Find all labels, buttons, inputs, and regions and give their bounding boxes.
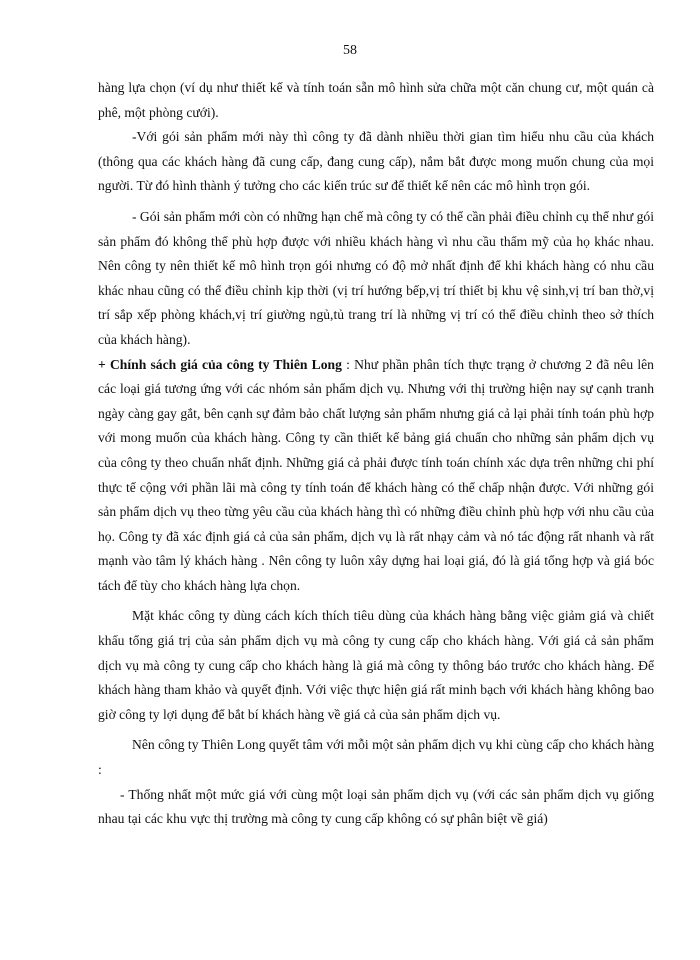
section-heading: + Chính sách giá của công ty Thiên Long [98, 356, 342, 372]
paragraph: Mặt khác công ty dùng cách kích thích tiêu dùng của khách hàng bằng việc giảm giá và chiết khấu tổng giá trị của sản phẩm dịch vụ mà công ty cung cấp cho khách hàng. Với giá cả sản phẩm dịch vụ mà công ty cung cấp cho khách hàng là giá mà công ty thông báo trước cho khách hàng. Để khách hàng tham khảo và quyết định. Với việc thực hiện giá rất minh bạch với khách hàng không bao giờ công ty lợi dụng để bắt bí khách hàng về giá cả của sản phẩm dịch vụ. [98, 608, 654, 722]
paragraph: Nên công ty Thiên Long quyết tâm với mỗi một sản phẩm dịch vụ khi cùng cấp cho khách hàng : [98, 737, 654, 778]
heading-separator: : [341, 356, 355, 372]
paragraph: - Thống nhất một mức giá với cùng một loại sản phẩm dịch vụ (với các sản phẩm dịch vụ giống nhau tại các khu vực thị trường mà công ty cung cấp không có sự phân biệt về giá) [98, 786, 654, 827]
paragraph: hàng lựa chọn (ví dụ như thiết kế và tính toán sẵn mô hình sửa chữa một căn chung cư, một quán cà phê, một phòng cưới). [98, 80, 654, 120]
paragraph: -Với gói sản phẩm mới này thì công ty đã dành nhiều thời gian tìm hiểu nhu cầu của khách (thông qua các khách hàng đã cung cấp, đang cung cấp), nắm bắt được mong muốn chung của mọi người. Từ đó hình thành ý tưởng cho các kiến trúc sư để thiết kế nên các mô hình trọn gói. [98, 129, 654, 194]
pricing-policy-paragraph [98, 353, 654, 599]
page-number: 58 [343, 43, 357, 58]
paragraph-text: Như phần phân tích thực trạng ở chương 2 đã nêu lên các loại giá tương ứng với các nhóm sản phẩm dịch vụ. Nhưng với thị trường hiện nay sự cạnh tranh ngày càng gay gắt, bên cạnh sự đảm bảo chất lượng sản phẩm nhưng giá cả lại phải tính toán phù hợp với mong muốn của khách hàng. Công ty cần thiết kế bảng giá chuẩn cho những sản phẩm dịch vụ của công ty theo chuẩn nhất định. Những giá cả phải được tính toán chính xác dựa trên những chi phí thực tế cộng với phần lãi mà công ty tính toán để khách hàng có thể chấp nhận được. Với những gói sản phẩm dịch vụ theo từng yêu cầu của khách hàng thì có những điều chỉnh phù hợp với nhu cầu của họ. Công ty đã xác định giá cả của sản phẩm, dịch vụ là rất nhạy cảm và nó tác động rất nhanh và rất mạnh vào tâm lý khách hàng . Nên công ty luôn xây dựng hai loại giá, đó là giá tổng hợp và giá bóc tách để tùy cho khách hàng lựa chọn. [98, 356, 654, 593]
paragraph: - Gói sản phẩm mới còn có những hạn chế mà công ty có thể cần phải điều chỉnh cụ thể như gói sản phẩm đó không thể phù hợp được với nhiều khách hàng vì nhu cầu thẩm mỹ của họ khác nhau. Nên công ty nên thiết kế mô hình trọn gói nhưng có độ mở nhất định để khi khách hàng có nhu cầu khác nhau cũng có thể điều chỉnh kịp thời (vị trí hướng bếp,vị trí thiết bị khu vệ sinh,vị trí ban thờ,vị trí sắp xếp phòng khách,vị trí giường ngủ,tủ trang trí là những vị trí có thể điều chỉnh theo sở thích của khách hàng). [98, 208, 654, 347]
document-body [98, 76, 654, 832]
